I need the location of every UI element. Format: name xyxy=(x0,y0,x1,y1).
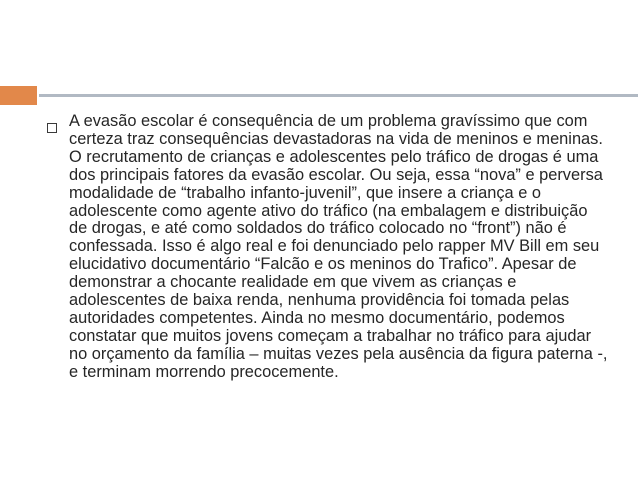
header-accent-block xyxy=(0,86,37,105)
header-rule xyxy=(37,94,638,97)
square-bullet-icon xyxy=(47,123,57,133)
body-paragraph: A evasão escolar é consequência de um problema gravíssimo que com certeza traz consequências devastadoras na vida de meninos e meninas. O recrutamento de crianças e adolescentes pelo tráfico de drogas é uma dos principais fatores da evasão escolar. Ou seja, essa “nova” e perversa modalidade de “trabalho infanto-juvenil”, que insere a criança e o adolescente como agente ativo do tráfico (na embalagem e distribuição de drogas, e até como soldados do tráfico colocado no “front”) não é confessada. Isso é algo real e foi denunciado pelo rapper MV Bill em seu elucidativo documentário “Falcão e os meninos do Trafico”. Apesar de demonstrar a chocante realidade em que vivem as crianças e adolescentes de baixa renda, nenhuma providência foi tomada pelas autoridades competentes. Ainda no mesmo documentário, podemos constatar que muitos jovens começam a trabalhar no tráfico para ajudar no orçamento da família – muitas vezes pela ausência da figura paterna -, e terminam morrendo precocemente. xyxy=(69,112,608,381)
header-rule-divider xyxy=(37,86,39,105)
